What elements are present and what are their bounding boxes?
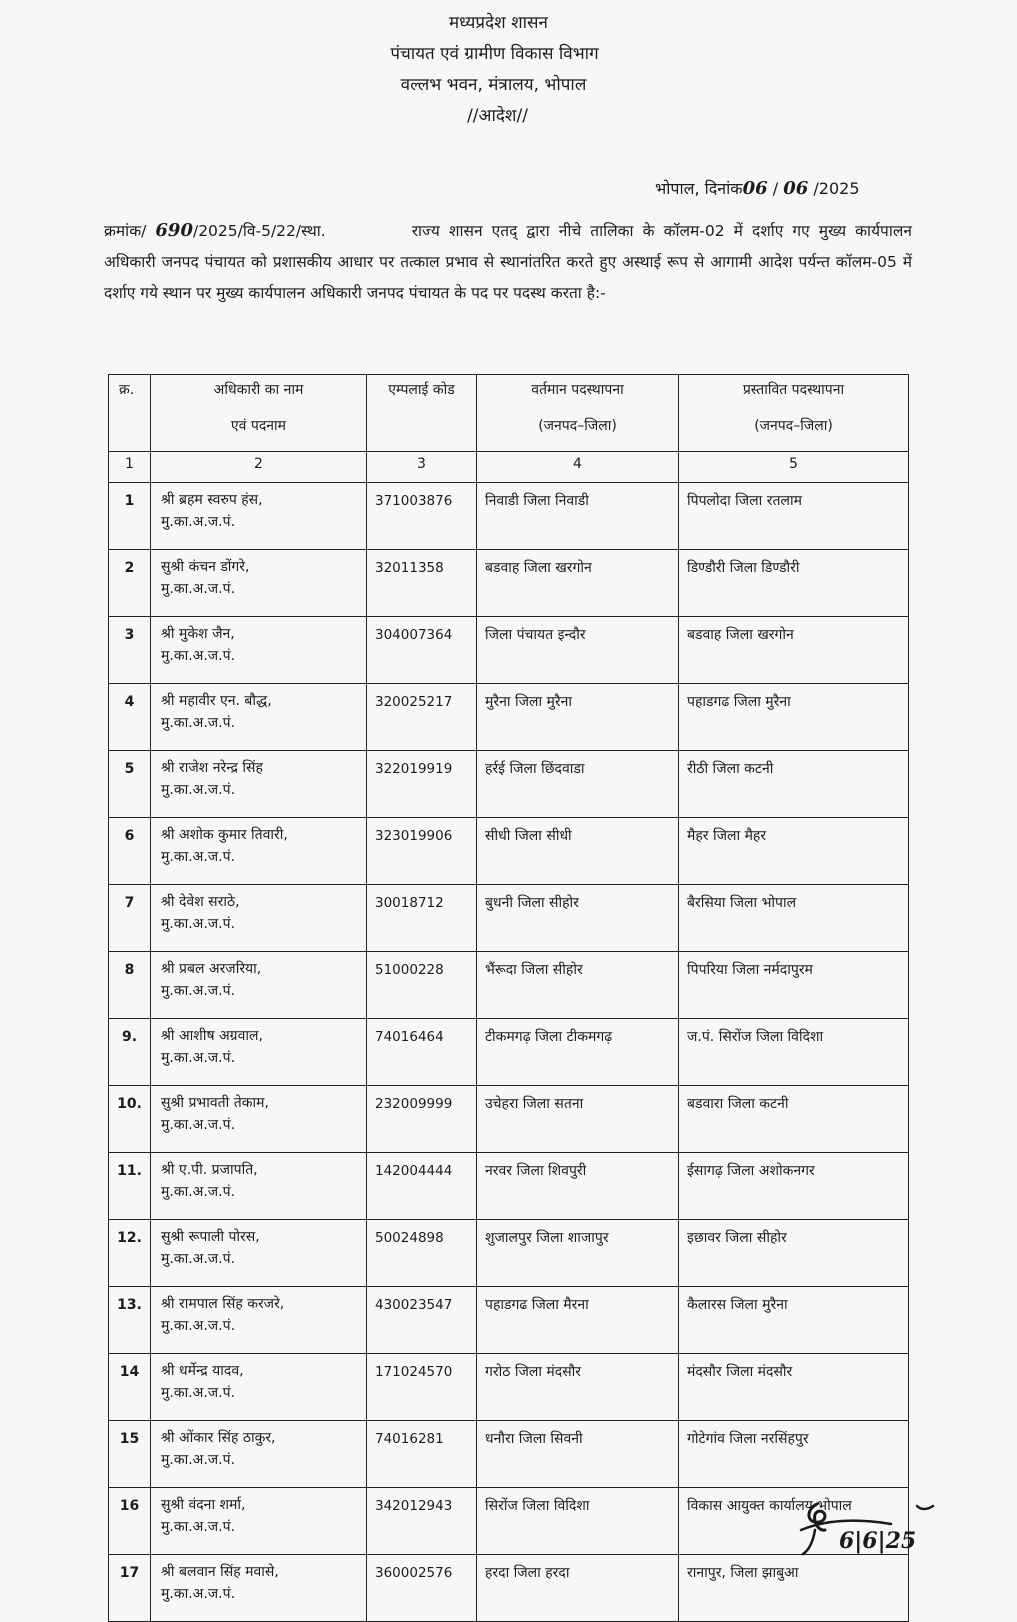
order-heading: //आदेश// xyxy=(467,106,528,126)
table-row xyxy=(109,952,909,1019)
officer-cell xyxy=(151,1153,367,1220)
officer-name: श्री प्रबल अरजरिया, xyxy=(161,961,262,977)
table-header-row xyxy=(109,375,909,452)
employee-code: 30018712 xyxy=(367,885,477,952)
header-name: अधिकारी का नाम एवं पदनाम xyxy=(151,375,367,452)
employee-code: 371003876 xyxy=(367,483,477,550)
serial-number: 17 xyxy=(109,1555,151,1622)
serial-number: 14 xyxy=(109,1354,151,1421)
column-number: 4 xyxy=(477,452,679,483)
signature-initials xyxy=(795,1490,945,1560)
officer-designation: मु.का.अ.ज.पं. xyxy=(161,782,236,798)
table-row xyxy=(109,751,909,818)
proposed-posting: मैहर जिला मैहर xyxy=(679,818,909,885)
proposed-posting: मंदसौर जिला मंदसौर xyxy=(679,1354,909,1421)
officer-name: श्री ओंकार सिंह ठाकुर, xyxy=(161,1430,276,1446)
employee-code: 32011358 xyxy=(367,550,477,617)
officer-cell xyxy=(151,1555,367,1622)
serial-number: 6 xyxy=(109,818,151,885)
serial-number: 3 xyxy=(109,617,151,684)
office-address: वल्लभ भवन, मंत्रालय, भोपाल xyxy=(400,75,587,95)
employee-code: 232009999 xyxy=(367,1086,477,1153)
serial-number: 13. xyxy=(109,1287,151,1354)
govt-name: मध्यप्रदेश शासन xyxy=(449,13,548,33)
officer-designation: मु.का.अ.ज.पं. xyxy=(161,1184,236,1200)
table-row xyxy=(109,1153,909,1220)
proposed-posting: गोटेगांव जिला नरसिंहपुर xyxy=(679,1421,909,1488)
signature-date: 6|6|25 xyxy=(839,1528,917,1554)
employee-code: 430023547 xyxy=(367,1287,477,1354)
proposed-posting: कैलारस जिला मुरैना xyxy=(679,1287,909,1354)
officer-cell xyxy=(151,952,367,1019)
officer-name: श्री देवेश सराठे, xyxy=(161,894,240,910)
date-sep-1: / xyxy=(767,179,784,198)
officer-cell xyxy=(151,1220,367,1287)
transfer-table xyxy=(108,374,909,1622)
officer-name: श्री बलवान सिंह मवासे, xyxy=(161,1564,279,1580)
proposed-posting: बडवाह जिला खरगोन xyxy=(679,617,909,684)
serial-number: 1 xyxy=(109,483,151,550)
proposed-posting: बडवारा जिला कटनी xyxy=(679,1086,909,1153)
proposed-posting: बैरसिया जिला भोपाल xyxy=(679,885,909,952)
officer-cell xyxy=(151,1287,367,1354)
officer-designation: मु.का.अ.ज.पं. xyxy=(161,715,236,731)
employee-code: 51000228 xyxy=(367,952,477,1019)
officer-cell xyxy=(151,684,367,751)
current-posting: हरदा जिला हरदा xyxy=(477,1555,679,1622)
date-day: 06 xyxy=(742,178,768,199)
current-posting: सीधी जिला सीधी xyxy=(477,818,679,885)
officer-designation: मु.का.अ.ज.पं. xyxy=(161,1586,236,1602)
table-row xyxy=(109,1488,909,1555)
officer-designation: मु.का.अ.ज.पं. xyxy=(161,983,236,999)
current-posting: मुरैना जिला मुरैना xyxy=(477,684,679,751)
table-row xyxy=(109,1086,909,1153)
officer-name: श्री मुकेश जैन, xyxy=(161,626,235,642)
employee-code: 360002576 xyxy=(367,1555,477,1622)
officer-designation: मु.का.अ.ज.पं. xyxy=(161,1385,236,1401)
current-posting: गरोठ जिला मंदसौर xyxy=(477,1354,679,1421)
department-name: पंचायत एवं ग्रामीण विकास विभाग xyxy=(390,44,599,64)
officer-name: सुश्री वंदना शर्मा, xyxy=(161,1497,246,1513)
officer-cell xyxy=(151,1421,367,1488)
table-row xyxy=(109,550,909,617)
proposed-posting: पहाडगढ जिला मुरैना xyxy=(679,684,909,751)
date-line xyxy=(655,177,860,199)
employee-code: 342012943 xyxy=(367,1488,477,1555)
header-serial: क्र. xyxy=(109,375,151,452)
officer-name: श्री महावीर एन. बौद्ध, xyxy=(161,693,272,709)
serial-number: 12. xyxy=(109,1220,151,1287)
serial-number: 9. xyxy=(109,1019,151,1086)
employee-code: 171024570 xyxy=(367,1354,477,1421)
serial-number: 7 xyxy=(109,885,151,952)
table-row xyxy=(109,885,909,952)
officer-name: श्री ए.पी. प्रजापति, xyxy=(161,1162,258,1178)
officer-designation: मु.का.अ.ज.पं. xyxy=(161,1251,236,1267)
officer-cell xyxy=(151,818,367,885)
table-row xyxy=(109,818,909,885)
officer-name: श्री ब्रहम स्वरुप हंस, xyxy=(161,492,263,508)
employee-code: 74016281 xyxy=(367,1421,477,1488)
officer-designation: मु.का.अ.ज.पं. xyxy=(161,514,236,530)
column-number: 3 xyxy=(367,452,477,483)
officer-designation: मु.का.अ.ज.पं. xyxy=(161,1050,236,1066)
current-posting: पहाडगढ जिला मैरना xyxy=(477,1287,679,1354)
proposed-posting: पिपरिया जिला नर्मदापुरम xyxy=(679,952,909,1019)
current-posting: हर्रई जिला छिंदवाडा xyxy=(477,751,679,818)
column-number: 2 xyxy=(151,452,367,483)
officer-designation: मु.का.अ.ज.पं. xyxy=(161,1519,236,1535)
officer-name: श्री रामपाल सिंह करजरे, xyxy=(161,1296,285,1312)
officer-cell xyxy=(151,1488,367,1555)
officer-designation: मु.का.अ.ज.पं. xyxy=(161,648,236,664)
table-row xyxy=(109,684,909,751)
officer-cell xyxy=(151,885,367,952)
employee-code: 74016464 xyxy=(367,1019,477,1086)
officer-cell xyxy=(151,617,367,684)
employee-code: 323019906 xyxy=(367,818,477,885)
officer-cell xyxy=(151,751,367,818)
serial-number: 5 xyxy=(109,751,151,818)
current-posting: धनौरा जिला सिवनी xyxy=(477,1421,679,1488)
serial-number: 4 xyxy=(109,684,151,751)
column-number-row xyxy=(109,452,909,483)
table-row xyxy=(109,1220,909,1287)
table-row xyxy=(109,1421,909,1488)
table-row xyxy=(109,1555,909,1622)
current-posting: जिला पंचायत इन्दौर xyxy=(477,617,679,684)
current-posting: नरवर जिला शिवपुरी xyxy=(477,1153,679,1220)
serial-number: 2 xyxy=(109,550,151,617)
officer-name: सुश्री रूपाली पोरस, xyxy=(161,1229,260,1245)
officer-designation: मु.का.अ.ज.पं. xyxy=(161,916,236,932)
employee-code: 320025217 xyxy=(367,684,477,751)
officer-cell xyxy=(151,483,367,550)
serial-number: 10. xyxy=(109,1086,151,1153)
officer-name: श्री धर्मेन्द्र यादव, xyxy=(161,1363,244,1379)
officer-designation: मु.का.अ.ज.पं. xyxy=(161,1117,236,1133)
proposed-posting: ईसागढ़ जिला अशोकनगर xyxy=(679,1153,909,1220)
serial-number: 11. xyxy=(109,1153,151,1220)
current-posting: शुजालपुर जिला शाजापुर xyxy=(477,1220,679,1287)
proposed-posting: रीठी जिला कटनी xyxy=(679,751,909,818)
table-row xyxy=(109,1287,909,1354)
officer-cell xyxy=(151,550,367,617)
current-posting: बुधनी जिला सीहोर xyxy=(477,885,679,952)
order-body-text: राज्य शासन एतद् द्वारा नीचे तालिका के कॉलम-02 में दर्शाए गए मुख्य कार्यपालन अधिकारी जनपद पंचायत को प्रशासकीय आधार पर तत्काल प्रभाव से स्थानांतरित करते हुए अस्थाई रूप से आगामी आदेश पर्यन्त कॉलम-05 में दर्शाए गये स्थान पर मुख्य कार्यपालन अधिकारी जनपद पंचायत के पद पर पदस्थ करता है:- xyxy=(104,222,912,302)
serial-number: 15 xyxy=(109,1421,151,1488)
date-sep-2: /2025 xyxy=(808,179,860,198)
current-posting: भैंरूदा जिला सीहोर xyxy=(477,952,679,1019)
serial-number: 16 xyxy=(109,1488,151,1555)
officer-cell xyxy=(151,1019,367,1086)
order-ref-prefix: क्रमांक/ xyxy=(104,222,156,240)
current-posting: उचेहरा जिला सतना xyxy=(477,1086,679,1153)
officer-name: सुश्री प्रभावती तेकाम, xyxy=(161,1095,269,1111)
date-month: 06 xyxy=(783,178,809,199)
proposed-posting: रानापुर, जिला झाबुआ xyxy=(679,1555,909,1622)
column-number: 1 xyxy=(109,452,151,483)
proposed-posting: इछावर जिला सीहोर xyxy=(679,1220,909,1287)
header-proposed-posting: प्रस्तावित पदस्थापना (जनपद–जिला) xyxy=(679,375,909,452)
column-number: 5 xyxy=(679,452,909,483)
current-posting: टीकमगढ़ जिला टीकमगढ़ xyxy=(477,1019,679,1086)
officer-designation: मु.का.अ.ज.पं. xyxy=(161,849,236,865)
order-paragraph xyxy=(104,215,912,309)
officer-name: श्री राजेश नरेन्द्र सिंह xyxy=(161,760,263,776)
table-row xyxy=(109,1019,909,1086)
officer-designation: मु.का.अ.ज.पं. xyxy=(161,581,236,597)
order-ref-number: 690 xyxy=(155,220,193,241)
officer-designation: मु.का.अ.ज.पं. xyxy=(161,1318,236,1334)
current-posting: सिरोंज जिला विदिशा xyxy=(477,1488,679,1555)
header-employee-code: एम्पलाई कोड xyxy=(367,375,477,452)
employee-code: 142004444 xyxy=(367,1153,477,1220)
date-prefix: भोपाल, दिनांक xyxy=(655,179,743,198)
current-posting: निवाडी जिला निवाडी xyxy=(477,483,679,550)
officer-cell xyxy=(151,1354,367,1421)
proposed-posting: पिपलोदा जिला रतलाम xyxy=(679,483,909,550)
employee-code: 50024898 xyxy=(367,1220,477,1287)
officer-name: श्री आशीष अग्रवाल, xyxy=(161,1028,263,1044)
table-row xyxy=(109,617,909,684)
officer-designation: मु.का.अ.ज.पं. xyxy=(161,1452,236,1468)
serial-number: 8 xyxy=(109,952,151,1019)
order-ref-suffix: /2025/वि-5/22/स्था. xyxy=(192,222,326,240)
employee-code: 304007364 xyxy=(367,617,477,684)
employee-code: 322019919 xyxy=(367,751,477,818)
proposed-posting: विकास आयुक्त कार्यालय भोपाल xyxy=(679,1488,909,1555)
table-row xyxy=(109,1354,909,1421)
officer-name: श्री अशोक कुमार तिवारी, xyxy=(161,827,288,843)
officer-name: सुश्री कंचन डोंगरे, xyxy=(161,559,250,575)
proposed-posting: ज.पं. सिरोंज जिला विदिशा xyxy=(679,1019,909,1086)
officer-cell xyxy=(151,1086,367,1153)
letterhead xyxy=(0,8,1017,132)
proposed-posting: डिण्डौरी जिला डिण्डौरी xyxy=(679,550,909,617)
header-current-posting: वर्तमान पदस्थापना (जनपद–जिला) xyxy=(477,375,679,452)
current-posting: बडवाह जिला खरगोन xyxy=(477,550,679,617)
table-row xyxy=(109,483,909,550)
